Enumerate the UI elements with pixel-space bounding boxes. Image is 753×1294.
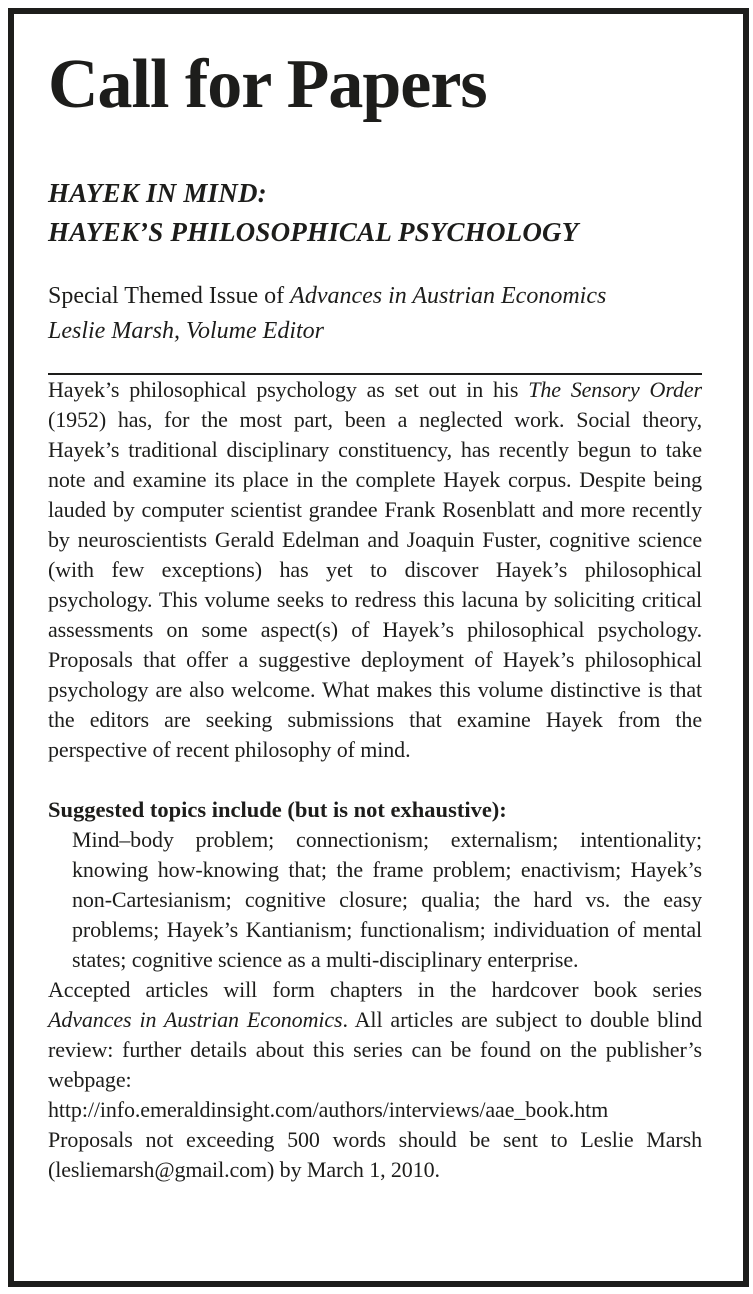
document-frame: [8, 8, 749, 1287]
intro-paragraph: Hayek’s philosophical psychology as set out in his The Sensory Order (1952) has, for the most part, been a neglected work. Social theory, Hayek’s traditional disciplinary constituency, has recently begun to take note and examine its place in the complete Hayek corpus. Despite being lauded by computer scientist grandee Frank Rosenblatt and more recently by neuroscientists Gerald Edelman and Joaquin Fuster, cognitive science (with few exceptions) has yet to discover Hayek’s philosophical psychology. This volume seeks to redress this lacuna by soliciting critical assessments on some aspect(s) of Hayek’s philosophical psychology. Proposals that offer a suggestive deployment of Hayek’s philosophical psychology are also welcome. What makes this volume distinctive is that the editors are seeking submissions that examine Hayek from the perspective of recent philosophy of mind.: [48, 377, 702, 762]
topics-list: Mind–body problem; connectionism; externalism; intentionality; knowing how-knowing that; the frame problem; enactivism; Hayek’s non-Cartesianism; cognitive closure; qualia; the hard vs. the easy problems; Hayek’s Kantianism; functionalism; individuation of mental states; cognitive science as a multi-disciplinary enterprise.: [72, 827, 702, 972]
series-line: Special Themed Issue of Advances in Austrian Economics: [48, 283, 607, 310]
proposals-paragraph: Proposals not exceeding 500 words should be sent to Leslie Marsh (lesliemarsh@gmail.com) by March 1, 2010.: [48, 1127, 702, 1182]
subheading: [48, 279, 702, 349]
volume-editor-line: Leslie Marsh, Volume Editor: [48, 318, 324, 345]
page-title: Call for Papers: [48, 46, 487, 123]
topics-heading: Suggested topics include (but is not exhaustive):: [48, 797, 507, 822]
issue-title-line1: HAYEK IN MIND:: [48, 177, 267, 208]
issue-title-line2: HAYEK’S PHILOSOPHICAL PSYCHOLOGY: [48, 217, 579, 248]
accepted-articles-paragraph: Accepted articles will form chapters in the hardcover book series Advances in Austrian Economics. All articles are subject to double blind review: further details about this series can be found on the publisher’s webpage:: [48, 977, 702, 1092]
publisher-url: http://info.emeraldinsight.com/authors/interviews/aae_book.htm: [48, 1097, 609, 1122]
issue-title: [48, 174, 702, 254]
